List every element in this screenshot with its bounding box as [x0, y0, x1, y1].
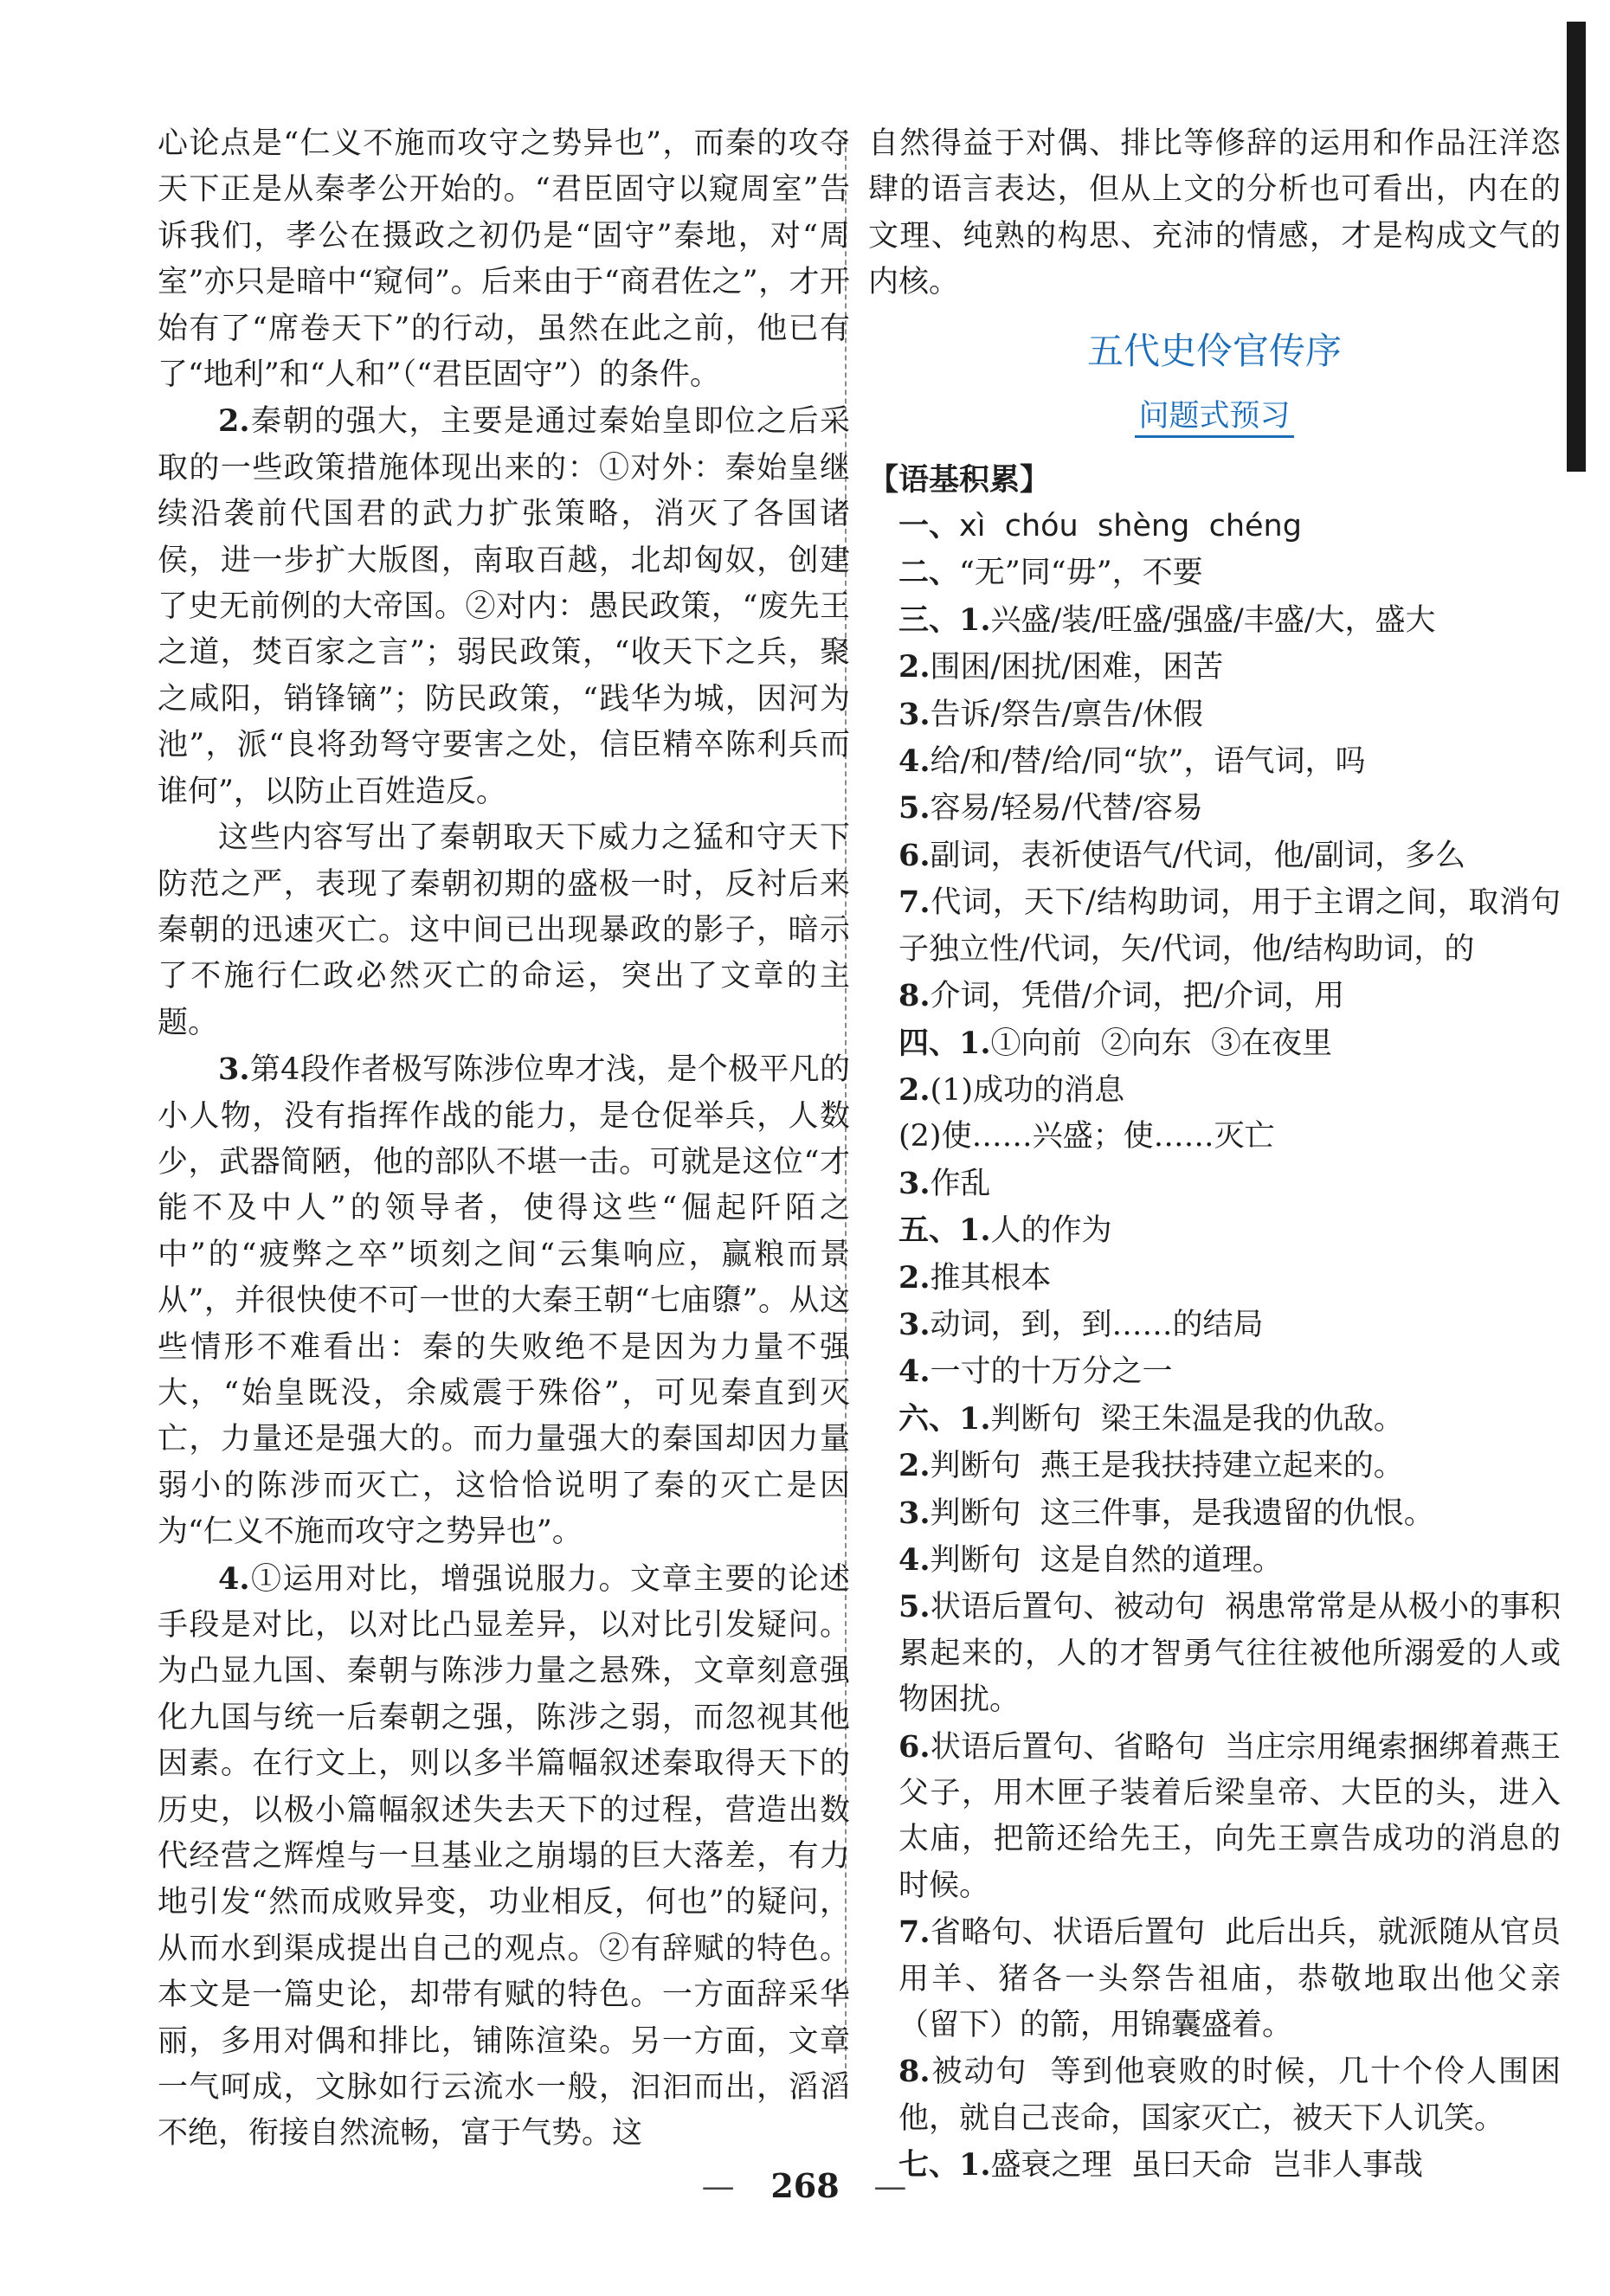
page-number: 268: [770, 2166, 840, 2205]
answer-item-text: (1)成功的消息: [930, 1072, 1125, 1108]
left-paragraph-1: 心论点是“仁义不施而攻守之势异也”，而秦的攻夺天下正是从秦孝公开始的。“君臣固守以窥周室”告诉我们，孝公在摄政之初仍是“固守”秦地，对“周室”亦只是暗中“窥伺”。后来由于“商君佐之”，才开始有了“席卷天下”的行动，虽然在此之前，他已有了“地利”和“人和”（“君臣固守”）的条件。: [158, 126, 850, 393]
answer-item-number: 6.: [898, 1728, 931, 1765]
answer-item: [868, 644, 1561, 691]
answer-item-number: 三、1.: [898, 601, 991, 638]
answer-item: [868, 597, 1561, 644]
answer-item: [868, 1490, 1561, 1537]
item-number: 2.: [218, 403, 250, 440]
answer-item-text: 被动句 等到他衰败的时候，几十个伶人围困他，就自己丧命，国家灭亡，被天下人讥笑。: [898, 2055, 1561, 2136]
answer-item-number: 2.: [898, 1071, 931, 1108]
footer-dash-left: —: [701, 2167, 737, 2205]
answer-item-number: 4.: [898, 1354, 931, 1390]
answer-item-number: 一、: [898, 508, 960, 544]
answer-item: [868, 879, 1561, 973]
answer-item: [868, 1396, 1561, 1443]
answer-item-number: 5.: [898, 1589, 931, 1625]
answer-item: [868, 785, 1561, 832]
answer-item: [868, 1724, 1561, 1910]
answer-item-text: 状语后置句、省略句 当庄宗用绳索捆绑着燕王父子，用木匣子装着后梁皇帝、大臣的头，进入太庙，把箭还给先王，向先王禀告成功的消息的时候。: [898, 1729, 1561, 1903]
answer-item-text: xì chóu shèng chéng: [959, 509, 1302, 544]
answer-item-number: 7.: [898, 1914, 931, 1951]
section-label: 【语基积累】: [868, 461, 1051, 498]
page-edge-bar: [1567, 22, 1586, 472]
answer-item-text: 作乱: [930, 1166, 991, 1201]
left-column: [158, 121, 850, 2158]
answer-item-text: 围困/困扰/困难，困苦: [930, 650, 1224, 685]
section-subtitle: [868, 395, 1561, 438]
answer-item-number: 4.: [898, 1541, 931, 1578]
answer-item-text: 副词，表祈使语气/代词，他/副词，多么: [930, 838, 1466, 873]
answer-item-number: 7.: [898, 884, 931, 921]
answer-item-text: 告诉/祭告/禀告/休假: [930, 697, 1203, 732]
answer-item: [868, 1067, 1561, 1114]
answer-item-number: 2.: [898, 649, 931, 685]
answer-item-number: 3.: [898, 1306, 931, 1342]
answer-item: [868, 833, 1561, 879]
answer-item-text: (2)使……兴盛；使……灭亡: [898, 1119, 1275, 1154]
left-paragraph-4: [158, 1046, 850, 1555]
left-paragraph-5: [158, 1556, 850, 2158]
answer-item-text: 判断句 燕王是我扶持建立起来的。: [930, 1449, 1404, 1484]
answer-item: [868, 1584, 1561, 1723]
right-paragraph-1: 自然得益于对偶、排比等修辞的运用和作品汪洋恣肆的语言表达，但从上文的分析也可看出，内在的文理、纯熟的构思、充沛的情感，才是构成文气的内核。: [868, 126, 1561, 300]
answer-item: [868, 1909, 1561, 2048]
lesson-title: 五代史伶官传序: [1086, 329, 1342, 372]
answer-item-text: 推其根本: [930, 1260, 1052, 1296]
answer-item: [868, 1255, 1561, 1302]
footer-dash-right: —: [873, 2167, 909, 2205]
answer-item-text: 给/和/替/给/同“欤”，语气词，吗: [930, 744, 1366, 780]
answer-item-number: 5.: [898, 790, 931, 826]
answer-item-number: 6.: [898, 837, 931, 873]
answer-item: [868, 1443, 1561, 1489]
answer-item-number: 4.: [898, 743, 931, 780]
answer-item: [868, 973, 1561, 1019]
answer-item-number: 8.: [898, 2054, 931, 2090]
answer-item-number: 2.: [898, 1448, 931, 1484]
answer-item: [868, 1020, 1561, 1067]
subtitle-text: 问题式预习: [1135, 399, 1293, 438]
answer-item-number: 3.: [898, 696, 931, 732]
page-footer: [0, 2166, 1610, 2205]
answer-item-text: 状语后置句、被动句 祸患常常是从极小的事积累起来的，人的才智勇气往往被他所溺爱的人或物困扰。: [898, 1590, 1561, 1718]
paragraph-text: 第4段作者极写陈涉位卑才浅，是个极平凡的小人物，没有指挥作战的能力，是仓促举兵，人数少，武器简陋，他的部队不堪一击。可就是这位“才能不及中人”的领导者，使得这些“倔起阡陌之中”的“疲弊之卒”顷刻之间“云集响应，赢粮而景从”，并很快使不可一世的大秦王朝“七庙隳”。从这些情形不难看出：秦的失败绝不是因为力量不强大，“始皇既没，余威震于殊俗”，可见秦直到灭亡，力量还是强大的。而力量强大的秦国却因力量弱小的陈涉而灭亡，这恰恰说明了秦的灭亡是因为“仁义不施而攻守之势异也”。: [158, 1052, 850, 1550]
paragraph-text: ①运用对比，增强说服力。文章主要的论述手段是对比，以对比凸显差异，以对比引发疑问。为凸显九国、秦朝与陈涉力量之悬殊，文章刻意强化九国与统一后秦朝之强，陈涉之弱，而忽视其他因素。在行文上，则以多半篇幅叙述秦取得天下的历史，以极小篇幅叙述失去天下的过程，营造出数代经营之辉煌与一旦基业之崩塌的巨大落差，有力地引发“然而成败异变，功业相反，何也”的疑问，从而水到渠成提出自己的观点。②有辞赋的特色。本文是一篇史论，却带有赋的特色。一方面辞采华丽，多用对偶和排比，铺陈渲染。另一方面，文章一气呵成，文脉如行云流水一般，汩汩而出，滔滔不绝，衔接自然流畅，富于气势。这: [158, 1561, 850, 2151]
item-number: 4.: [218, 1560, 250, 1597]
answer-item: [868, 1161, 1561, 1207]
answer-item-text: 一寸的十万分之一: [930, 1354, 1173, 1390]
answer-item-text: 判断句 这三件事，是我遗留的仇恨。: [930, 1495, 1434, 1531]
answer-item: [868, 691, 1561, 738]
answer-item-number: 五、1.: [898, 1212, 991, 1249]
answer-item: [868, 503, 1561, 550]
answer-item-text: 动词，到，到……的结局: [930, 1307, 1264, 1342]
answer-item-text: 判断句 这是自然的道理。: [930, 1542, 1283, 1578]
answer-item: [868, 2048, 1561, 2142]
answer-item-text: “无”同“毋”，不要: [959, 556, 1203, 591]
answer-item-number: 六、1.: [898, 1400, 991, 1437]
answer-item: [868, 1114, 1561, 1160]
right-column: [868, 121, 1561, 2190]
answer-item-text: 介词，凭借/介词，把/介词，用: [930, 979, 1345, 1014]
answer-item-number: 8.: [898, 978, 931, 1014]
answer-item: [868, 1537, 1561, 1584]
answer-item: [868, 1348, 1561, 1395]
paragraph-text: 秦朝的强大，主要是通过秦始皇即位之后采取的一些政策措施体现出来的：①对外：秦始皇继续沿袭前代国君的武力扩张策略，消灭了各国诸侯，进一步扩大版图，南取百越，北却匈奴，创建了史无前例的大帝国。②对内：愚民政策，“废先王之道，焚百家之言”；弱民政策，“收天下之兵，聚之咸阳，销锋镝”；防民政策，“践华为城，因河为池”，派“良将劲弩守要害之处，信臣精卒陈利兵而谁何”，以防止百姓造反。: [158, 404, 850, 809]
answer-item-number: 七、1.: [898, 2147, 991, 2183]
answer-item: [868, 550, 1561, 596]
left-paragraph-2: [158, 398, 850, 815]
item-number: 3.: [218, 1052, 250, 1088]
answer-item-text: 人的作为: [990, 1213, 1112, 1249]
answer-item-number: 3.: [898, 1495, 931, 1531]
answer-item-number: 3.: [898, 1165, 931, 1201]
answer-item-number: 四、1.: [898, 1025, 991, 1061]
answer-item: [868, 738, 1561, 785]
answer-item-text: ①向前 ②向东 ③在夜里: [990, 1026, 1333, 1061]
answer-item-text: 兴盛/装/旺盛/强盛/丰盛/大，盛大: [990, 602, 1436, 638]
answer-list: [868, 503, 1561, 2190]
answer-item-number: 2.: [898, 1259, 931, 1296]
answer-item-text: 判断句 梁王朱温是我的仇敌。: [990, 1401, 1404, 1437]
answer-item-text: 容易/轻易/代替/容易: [930, 791, 1203, 826]
answer-item-number: 二、: [898, 555, 960, 591]
left-paragraph-3: 这些内容写出了秦朝取天下威力之猛和守天下防范之严，表现了秦朝初期的盛极一时，反衬后来秦朝的迅速灭亡。这中间已出现暴政的影子，暗示了不施行仁政必然灭亡的命运，突出了文章的主题。: [158, 820, 850, 1040]
answer-item-text: 盛衰之理 虽曰天命 岂非人事哉: [990, 2148, 1424, 2183]
answer-item: [868, 1302, 1561, 1348]
answer-item: [868, 1207, 1561, 1254]
answer-item-text: 省略句、状语后置句 此后出兵，就派随从官员用羊、猪各一头祭告祖庙，恭敬地取出他父亲（留下）的箭，用锦囊盛着。: [898, 1915, 1561, 2043]
answer-item-text: 代词，天下/结构助词，用于主谓之间，取消句子独立性/代词，矢/代词，他/结构助词，的: [898, 885, 1561, 967]
